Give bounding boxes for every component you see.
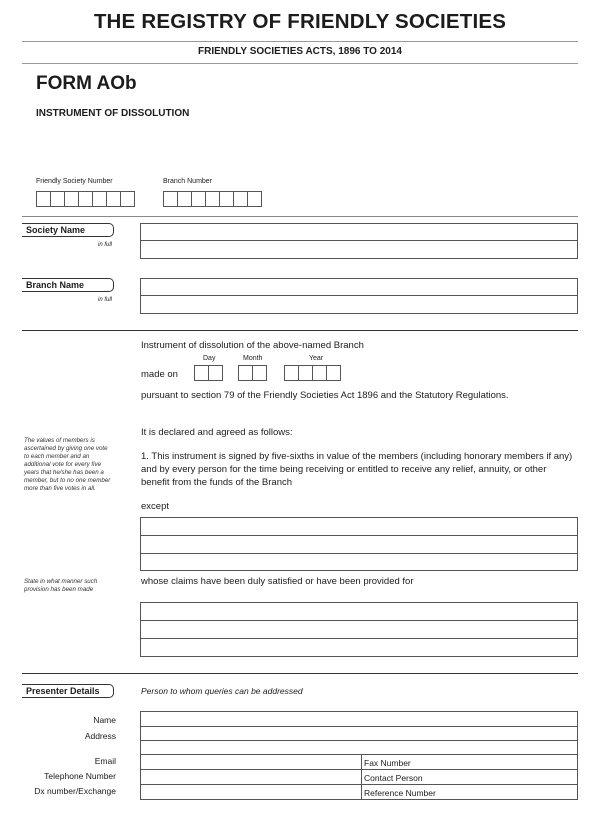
society-name-field[interactable] <box>140 223 578 259</box>
month-label: Month <box>243 355 263 362</box>
subtitle-rule <box>22 63 578 64</box>
whose-claims-text: whose claims have been duly satisfied or have been provided for <box>141 576 414 587</box>
presenter-address-field[interactable] <box>140 726 578 741</box>
society-number-boxes[interactable] <box>36 191 134 207</box>
year-boxes[interactable] <box>284 365 340 381</box>
email-label: Email <box>94 756 116 766</box>
registry-title: THE REGISTRY OF FRIENDLY SOCIETIES <box>93 10 507 33</box>
name-label: Name <box>93 715 116 725</box>
branch-name-tab: Branch Name <box>22 278 114 292</box>
form-name: INSTRUMENT OF DISSOLUTION <box>36 108 190 119</box>
manner-side-note: State in what manner such provision has been made <box>24 578 98 593</box>
section-rule-1 <box>22 216 578 217</box>
dx-label: Dx number/Exchange <box>34 786 116 796</box>
presenter-dx-field[interactable] <box>140 784 362 800</box>
values-side-note: The values of members is ascertained by giving one vote to each member and an additional vote for every five years that he/she has been a member, but to no one member more than five votes in all. <box>24 437 111 492</box>
address-label: Address <box>84 731 116 741</box>
month-boxes[interactable] <box>238 365 266 381</box>
day-label: Day <box>203 355 216 362</box>
presenter-details-tab: Presenter Details <box>22 684 114 698</box>
presenter-name-field[interactable] <box>140 711 578 727</box>
acts-subtitle: FRIENDLY SOCIETIES ACTS, 1896 TO 2014 <box>198 46 402 57</box>
section-rule-2 <box>22 330 578 331</box>
form-code: FORM AOb <box>36 73 137 94</box>
branch-name-hint: in full <box>97 297 112 303</box>
clause-1: 1. This instrument is signed by five-sixths in value of the members (including honorary members if any) and by every person for the time being receiving or entitled to receive any relief, annuity, or other benefit from the funds of the Branch <box>141 451 573 488</box>
presenter-telephone-field[interactable] <box>140 769 362 785</box>
section-rule-3 <box>22 673 578 674</box>
society-name-tab: Society Name <box>22 223 114 237</box>
contact-person-label: Contact Person <box>364 773 423 783</box>
reference-number-label: Reference Number <box>364 788 436 798</box>
instrument-intro: Instrument of dissolution of the above-named Branch <box>141 340 364 351</box>
except-field[interactable] <box>140 517 578 571</box>
day-boxes[interactable] <box>194 365 222 381</box>
title-rule <box>22 41 578 42</box>
declared-text: It is declared and agreed as follows: <box>141 427 293 438</box>
fax-number-label: Fax Number <box>364 758 411 768</box>
made-on-label: made on <box>141 369 178 380</box>
society-name-hint: in full <box>97 242 112 248</box>
branch-number-label: Branch Number <box>163 178 213 185</box>
except-label: except <box>141 501 169 512</box>
telephone-label: Telephone Number <box>44 771 116 781</box>
presenter-email-field[interactable] <box>140 754 362 770</box>
year-label: Year <box>309 355 324 362</box>
pursuant-text: pursuant to section 79 of the Friendly Societies Act 1896 and the Statutory Regulations. <box>141 390 509 401</box>
presenter-address-field-2[interactable] <box>140 740 578 755</box>
branch-name-field[interactable] <box>140 278 578 314</box>
branch-number-boxes[interactable] <box>163 191 261 207</box>
society-number-label: Friendly Society Number <box>36 178 113 185</box>
provision-field[interactable] <box>140 602 578 657</box>
presenter-note: Person to whom queries can be addressed <box>141 686 303 696</box>
